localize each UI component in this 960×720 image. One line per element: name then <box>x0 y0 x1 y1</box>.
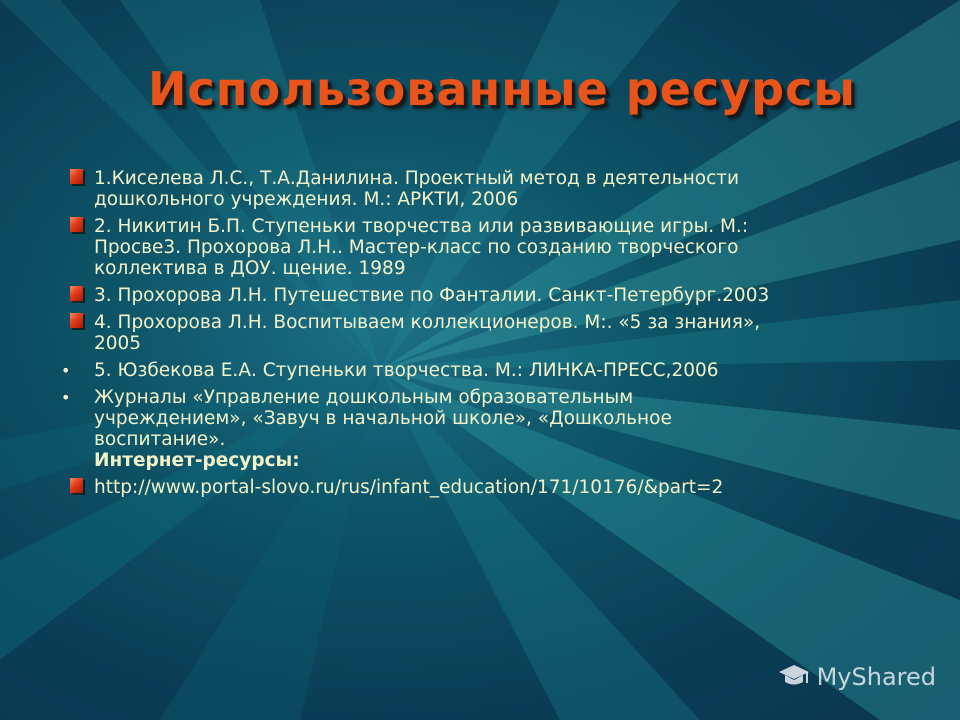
square-bullet-icon <box>70 169 83 184</box>
square-bullet-icon <box>70 286 83 301</box>
item-text-line: коллектива в ДОУ. щение. 1989 <box>94 258 406 279</box>
list-item <box>58 216 918 279</box>
resource-link[interactable]: http://www.portal-slovo.ru/rus/infant_education/171/10176/&part=2 <box>94 477 724 498</box>
square-bullet-icon <box>70 313 83 328</box>
internet-resources-heading: Интернет-ресурсы: <box>94 450 300 471</box>
item-text-line: воспитание». <box>94 429 226 450</box>
item-text-line: Просве3. Прохорова Л.Н.. Мастер-класс по созданию творческого <box>94 237 739 258</box>
list-item <box>58 477 918 498</box>
item-text-line: 2005 <box>94 333 142 354</box>
item-text-line: 1.Киселева Л.С., Т.А.Данилина. Проектный метод в деятельности <box>94 168 740 189</box>
list-item <box>58 285 918 306</box>
watermark <box>777 662 936 692</box>
item-text-line: 3. Прохорова Л.Н. Путешествие по Фанталии. Санкт-Петербург.2003 <box>94 285 770 306</box>
list-item <box>58 387 918 471</box>
item-text-line: Журналы «Управление дошкольным образовательным <box>94 387 634 408</box>
item-text-line: дошкольного учреждения. М.: АРКТИ, 2006 <box>94 189 519 210</box>
item-text-line: 2. Никитин Б.П. Ступеньки творчества или развивающие игры. М.: <box>94 216 749 237</box>
item-text-line: 5. Юзбекова Е.А. Ступеньки творчества. М.: ЛИНКА-ПРЕСС,2006 <box>94 360 719 381</box>
item-text-line: 4. Прохорова Л.Н. Воспитываем коллекционеров. М:. «5 за знания», <box>94 312 761 333</box>
resource-list <box>58 168 918 504</box>
list-item <box>58 312 918 354</box>
slide-title: Использованные ресурсы <box>148 62 856 116</box>
square-bullet-icon <box>70 478 83 493</box>
square-bullet-icon <box>70 217 83 232</box>
list-item <box>58 168 918 210</box>
list-item <box>58 360 918 381</box>
item-text-line: учреждением», «Завуч в начальной школе», «Дошкольное <box>94 408 672 429</box>
dot-bullet-icon: • <box>61 388 71 407</box>
watermark-text: MyShared <box>816 663 936 691</box>
mortarboard-icon <box>777 662 811 692</box>
dot-bullet-icon: • <box>61 361 71 380</box>
